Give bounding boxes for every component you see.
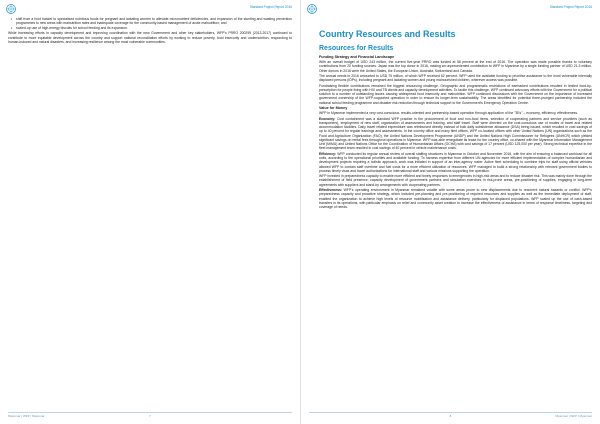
efficiency-text: WFP conducted its regular annual review of overall staffing structures in Myanmar in October and November 2016, with the aim of ensuring a balanced workload for all units, according to the operational priorities and available funding. To harness expertise from different UN agencies for more efficient implementation of complex humanitarian and development projects requiring a holistic approach, work was initiated in support of an inter-agency roster. Active fleet scheduling to combine trips for staff using official vehicles allowed WFP to contain staff overtime and fuel costs for a more efficient utilization of resources. WFP managed to build a strong relationship with relevant government bodies to process timely visas and travel authorizations for international staff and various missions supporting the operation. [319, 151, 592, 173]
subheading-value-for-money: Value for Money [319, 106, 348, 111]
economy-label: Economy: [319, 116, 336, 121]
wfp-logo-icon [307, 4, 317, 14]
bullet-list [16, 17, 292, 30]
body-paragraph: The annual needs in 2016 amounted to USD 75 million, of which WFP received 52 percent. WFP used the available funding to prioritise assistance to the most vulnerable internally displaced persons (IDPs), including pregnant and lactating women and young malnourished children, wherever access was possible. [319, 74, 592, 83]
footer-left-text: Myanmar | WFP | Myanmar [8, 414, 45, 418]
section-heading: Resources for Results [319, 45, 394, 52]
list-item: • scaled-up use of high-energy biscuits for school feeding and its expansion. [16, 26, 292, 30]
footer-right-text: Myanmar | WFP | Myanmar [555, 414, 592, 418]
footer-divider [309, 412, 592, 413]
right-page-body [319, 29, 592, 211]
list-item: • shift from a food basket to specialised nutritious foods for pregnant and lactating women to alleviate micronutrient deficiencies, and expansion of the stunting and wasting prevention programmes to new areas with malnutrition rates and inadequate coverage for the community-based management of acute malnutrition; and [16, 17, 292, 26]
left-page-body [8, 17, 292, 44]
subheading-funding: Funding Strategy and Financial Landscape [319, 55, 395, 60]
body-paragraph: While increasing efforts in capacity development and improving coordination with the new Government and other key stakeholders, WFP's PRRO 200299 (2013-2017) continued to contribute to more equitable development across the country and support national reconciliation efforts by working to reduce poverty, food insecurity and undernutrition, responding to human-induced and natural disasters, and increasing resilience among the most vulnerable communities. [8, 31, 292, 44]
body-paragraph: WFP in Myanmar implemented a very cost-conscious, results-oriented and partnership-based operation through application of the "3Es" – economy, efficiency, effectiveness. [319, 111, 578, 116]
economy-paragraph [319, 117, 592, 151]
body-paragraph: Fundraising flexible contributions remained the biggest resourcing challenge. Geographic and programmatic restrictions of earmarked contributions resulted in limited food-by-prescription for people living with HIV and TB clients and capacity development activities. To tackle this challenge, WFP continued advocacy efforts with the Government for a political solution to a number of outstanding issues causing widespread food insecurity and malnutrition. WFP continued discussions with the Government on the importance of increased government ownership of the WFP-supported operation in order to ensure its longer-term sustainability. The areas identified for potential three-pronged partnership included the national school feeding programme and disaster risk reduction through technical support to the Government's Emergency Operation Centre. [319, 83, 592, 105]
page-number: 8 [449, 414, 452, 418]
running-head: Standard Project Report 2016 [249, 5, 292, 9]
page-number: 7 [149, 414, 151, 418]
page-title: Country Resources and Results [319, 29, 456, 39]
right-page [300, 0, 600, 424]
effectiveness-paragraph [319, 188, 592, 209]
economy-text: Cost containment was a standard WFP practice in the procurement of food and non-food items, selection of cooperating partners and service providers (such as transporters), employment of new staff, organization of assessments and training, and staff travel. Staff were directed on the cost-conscious use of modes of travel and related accommodation facilities. Daily travel related expenditure was reimbursed directly instead of bulk daily subsistence allowance (DSA) being issued, which resulted in cost savings of up to 40 percent for regular trainings and assessments. In the country office and many filed offices, WFP co-located offices with other United Nations (UN) organizations such as the Food and Agriculture Organization (FAO), the United Nations Development Programme (UNDP) and the United Nations High Commissioner for Refugees (UNHCR) which yielded significant savings on rental fees throughout operations in Myanmar. WFP was able renegotiate its lease for the country office, co-shared with the Myanmar Information Management Unit (MIMU) and United Nations Office for the Coordination of Humanitarian Affairs (OCHA) with cost savings of 17 percent (USD 125,000 per year). Strong technical expertise in the fleet management team resulted in cost savings of 40 percent in vehicle maintenance costs. [319, 116, 592, 151]
running-head: Standard Project Report 2016 [549, 5, 592, 9]
wfp-logo-icon [6, 4, 16, 14]
body-paragraph: WFP invested in preparedness capacity to enable more efficient and timely responses to emergencies in high-risk areas and to reduce disaster risk. This was mainly done through the establishment of field presence, capacity development of government partners and simulation exercises in risk-prone areas, pre-positioning of supplies, engaging in long-term agreements with suppliers and stand-by arrangements with cooperating partners. [319, 174, 592, 187]
body-paragraph: With an overall budget of USD 243 million, the current five-year PRRO was funded at 56 percent at the end of 2016. The operation was made possible thanks to voluntary contributions from 20 funding sources. Japan was the top donor in 2016, making an unprecedented contribution to WFP in Myanmar by a single funding partner of USD 21.3 million. Other donors in 2016 were the United States, the European Union, Australia, Switzerland and Canada. [319, 60, 592, 73]
efficiency-paragraph [319, 152, 592, 173]
footer-divider [8, 412, 292, 413]
effectiveness-label: Effectiveness: [319, 188, 342, 193]
efficiency-label: Efficiency: [319, 151, 337, 156]
effectiveness-text: WFP's operating environment in Myanmar remained volatile with some areas prone to new displacements due to recurrent natural hazards or conflict. WFP's preparedness capacity and proactive strategy, which included pre-planning and pre-positioning of required resources and supplies as well as the immediate deployment of staff, enabled the organization to achieve high levels of resource mobilisation and assistance delivery, particularly for displaced populations. WFP scaled up the use of cash-based transfers in its operations, with particular emphasis on relief and community asset creation to increase the effectiveness of assistance in terms of response timeliness, targeting and coverage of needs. [319, 188, 592, 210]
